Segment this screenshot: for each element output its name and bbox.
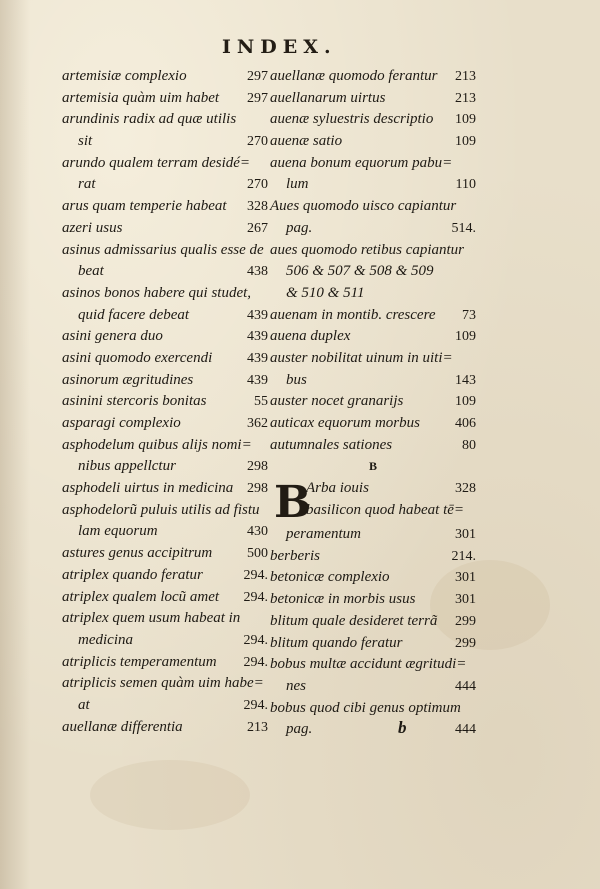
index-entry	[270, 153, 476, 175]
entry-page-number: 213	[247, 719, 268, 735]
entry-text: pag.	[286, 219, 313, 236]
entry-text: auenam in montib. crescere	[270, 306, 436, 323]
entry-text: medicina	[78, 631, 133, 648]
entry-text: asini genera duo	[62, 328, 163, 345]
index-entry	[270, 174, 476, 196]
entry-text: asphodelum quibus alijs nomi=	[62, 436, 252, 453]
entry-text: asinos bonos habere qui studet,	[62, 284, 252, 301]
entry-text: blitum quale desideret terrã	[270, 612, 438, 629]
index-entry	[270, 589, 476, 611]
index-entry	[270, 240, 476, 262]
page-title: INDEX.	[222, 36, 337, 58]
entry-text: auena bonum equorum pabu=	[270, 154, 453, 171]
index-entry	[62, 153, 268, 175]
entry-text: auenæ satio	[270, 133, 343, 150]
entry-text: asphodelorũ puluis utilis ad fistu	[62, 501, 260, 518]
entry-page-number: 110	[455, 177, 476, 193]
index-entry	[62, 370, 268, 392]
entry-page-number: 500	[247, 546, 268, 562]
entry-page-number: 444	[455, 678, 476, 694]
entry-page-number: 514.	[451, 220, 476, 236]
entry-text: auenæ syluestris descriptio	[270, 111, 434, 128]
index-entry	[62, 543, 268, 565]
index-entry	[62, 608, 268, 630]
index-entry	[270, 370, 476, 392]
entry-page-number: 109	[455, 112, 476, 128]
entry-page-number: 73	[462, 307, 476, 323]
entry-text: auena duplex	[270, 328, 351, 345]
entry-text: auticax equorum morbus	[270, 415, 420, 431]
entry-text: autumnales sationes	[270, 436, 393, 453]
paper-stain	[90, 760, 250, 830]
index-column-left	[62, 66, 268, 738]
index-entry	[62, 521, 268, 543]
index-entry	[62, 391, 268, 413]
index-entry	[62, 456, 268, 478]
entry-text: asinorum ægritudines	[62, 371, 194, 388]
entry-page-number: 143	[455, 372, 476, 388]
entry-text: blitum quando feratur	[270, 634, 403, 651]
entry-text: asphodeli uirtus in medicina	[62, 480, 234, 497]
entry-page-number: 439	[247, 372, 268, 388]
entry-page-number: 439	[247, 350, 268, 366]
entry-text: auster nobilitat uinum in uiti=	[270, 349, 453, 366]
index-entry	[62, 174, 268, 196]
entry-page-number: 299	[455, 613, 476, 629]
entry-text: auster nocet granarijs	[270, 393, 404, 410]
entry-text: lum	[286, 176, 309, 193]
entry-page-number: 362	[247, 416, 268, 431]
entry-page-number: 301	[455, 570, 476, 586]
index-entry	[62, 478, 268, 500]
entry-page-number: 55	[254, 394, 268, 410]
entry-page-number: 328	[455, 481, 476, 497]
entry-text: auellanæ quomodo ferantur	[270, 68, 438, 84]
section-letter	[270, 456, 476, 478]
page-header	[0, 36, 600, 64]
index-entry	[270, 305, 476, 327]
index-entry	[62, 348, 268, 370]
entry-text: & 510 & 511	[286, 284, 365, 301]
entry-text: auellanarum uirtus	[270, 89, 386, 106]
entry-text: 506 & 507 & 508 & 509	[286, 263, 434, 280]
index-entry	[62, 565, 268, 587]
entry-page-number: 444	[455, 722, 476, 738]
entry-text: atriplex quem usum habeat in	[62, 610, 241, 627]
index-entry	[62, 196, 268, 218]
entry-page-number: 213	[455, 90, 476, 106]
entry-text: rat	[78, 176, 96, 193]
index-entry	[270, 611, 476, 633]
entry-text: peramentum	[286, 526, 361, 543]
index-entry	[62, 630, 268, 652]
entry-page-number: 294.	[243, 654, 268, 670]
entry-text: lam equorum	[78, 523, 158, 540]
initial-entry	[270, 477, 476, 529]
entry-text: arus quam temperie habeat	[62, 198, 227, 215]
entry-page-number: 214.	[451, 548, 476, 564]
entry-text: asinini stercoris bonitas	[62, 393, 207, 410]
entry-page-number: 267	[247, 220, 268, 236]
index-entry	[62, 283, 268, 305]
entry-page-number: 299	[455, 635, 476, 651]
entry-page-number: 406	[455, 416, 476, 431]
entry-page-number: 294.	[243, 567, 268, 583]
page-edge-shadow	[0, 0, 30, 889]
entry-page-number: 439	[247, 329, 268, 345]
entry-page-number: 298	[247, 459, 268, 475]
entry-text: asparagi complexio	[62, 415, 181, 431]
entry-text: bobus quod cibi genus optimum	[270, 699, 461, 716]
index-entry	[270, 283, 476, 305]
index-entry	[270, 654, 476, 676]
index-entry	[270, 261, 476, 283]
index-entry	[270, 348, 476, 370]
index-entry	[62, 587, 268, 609]
entry-page-number: 270	[247, 177, 268, 193]
entry-page-number: 80	[462, 437, 476, 453]
index-entry	[62, 435, 268, 457]
index-entry	[270, 698, 476, 720]
entry-page-number: 294.	[243, 632, 268, 648]
index-entry	[270, 719, 476, 741]
entry-text: betonicæ in morbis usus	[270, 591, 416, 608]
index-entry	[62, 413, 268, 435]
entry-text: quid facere debeat	[78, 306, 190, 323]
entry-text: asini quomodo exercendi	[62, 349, 213, 366]
entry-text: sit	[78, 133, 93, 150]
index-entry	[270, 435, 476, 457]
index-entry	[62, 305, 268, 327]
index-entry	[62, 218, 268, 240]
index-entry	[62, 109, 268, 131]
entry-text: betonicæ complexio	[270, 569, 390, 586]
entry-text: aues quomodo retibus capiantur	[270, 241, 465, 258]
index-entry	[270, 66, 476, 88]
index-entry	[270, 88, 476, 110]
entry-text: nes	[286, 677, 306, 694]
entry-page-number: 439	[247, 307, 268, 323]
index-entry	[62, 695, 268, 717]
entry-page-number: 297	[247, 69, 268, 84]
entry-text: atriplex quando feratur	[62, 566, 203, 583]
index-entry	[270, 413, 476, 435]
entry-page-number: 301	[455, 592, 476, 608]
index-entry	[62, 500, 268, 522]
signature-mark: b	[398, 718, 407, 737]
entry-page-number: 109	[455, 394, 476, 410]
index-entry	[270, 131, 476, 153]
entry-text: atriplicis temperamentum	[62, 653, 217, 670]
section-letter-text: B	[368, 459, 377, 474]
entry-page-number: 270	[247, 134, 268, 150]
entry-text: auellanæ differentia	[62, 718, 183, 735]
index-entry	[62, 326, 268, 348]
entry-text: azeri usus	[62, 219, 123, 236]
entry-page-number: 294.	[243, 697, 268, 713]
index-entry	[62, 240, 268, 262]
entry-text: astures genus accipitrum	[62, 545, 213, 562]
entry-text: beat	[78, 263, 104, 280]
entry-page-number: 213	[455, 69, 476, 84]
entry-page-number: 109	[455, 329, 476, 345]
entry-text: nibus appellctur	[78, 458, 176, 475]
index-entry	[62, 652, 268, 674]
index-column-right	[270, 66, 476, 741]
entry-text: basilicon quod habeat tē=	[306, 501, 465, 518]
entry-text: bus	[286, 371, 307, 388]
index-entry	[270, 196, 476, 218]
index-entry	[270, 633, 476, 655]
index-entry	[62, 88, 268, 110]
entry-text: artemisia quàm uim habet	[62, 89, 220, 106]
entry-text: Aues quomodo uisco capiantur	[270, 198, 457, 215]
entry-text: Arba iouis	[306, 480, 369, 497]
entry-text: bobus multæ accidunt ægritudi=	[270, 656, 467, 673]
entry-text: artemisiæ complexio	[62, 68, 187, 84]
entry-text: arundo qualem terram desidé=	[62, 154, 251, 171]
index-entry	[62, 673, 268, 695]
entry-text: at	[78, 696, 90, 713]
index-entry	[270, 218, 476, 240]
index-entry	[62, 717, 268, 739]
entry-text: atriplex qualem locũ amet	[62, 588, 220, 605]
index-entry	[270, 326, 476, 348]
index-entry	[270, 567, 476, 589]
index-entry	[270, 676, 476, 698]
index-entry	[270, 546, 476, 568]
entry-text: atriplicis semen quàm uim habe=	[62, 675, 264, 692]
index-entry	[62, 66, 268, 88]
entry-text: berberis	[270, 547, 320, 564]
entry-page-number: 298	[247, 481, 268, 497]
entry-text: pag.	[286, 721, 313, 738]
index-entry	[62, 131, 268, 153]
entry-text: arundinis radix ad quæ utilis	[62, 111, 237, 128]
drop-cap-initial: B	[274, 477, 312, 529]
entry-page-number: 301	[455, 527, 476, 543]
entry-page-number: 294.	[243, 589, 268, 605]
entry-page-number: 438	[247, 264, 268, 280]
index-entry	[270, 391, 476, 413]
index-entry	[270, 524, 476, 546]
entry-page-number: 109	[455, 134, 476, 150]
index-entry	[270, 109, 476, 131]
index-entry	[62, 261, 268, 283]
entry-text: asinus admissarius qualis esse de	[62, 241, 264, 258]
entry-page-number: 430	[247, 524, 268, 540]
entry-page-number: 297	[247, 90, 268, 106]
entry-page-number: 328	[247, 199, 268, 215]
